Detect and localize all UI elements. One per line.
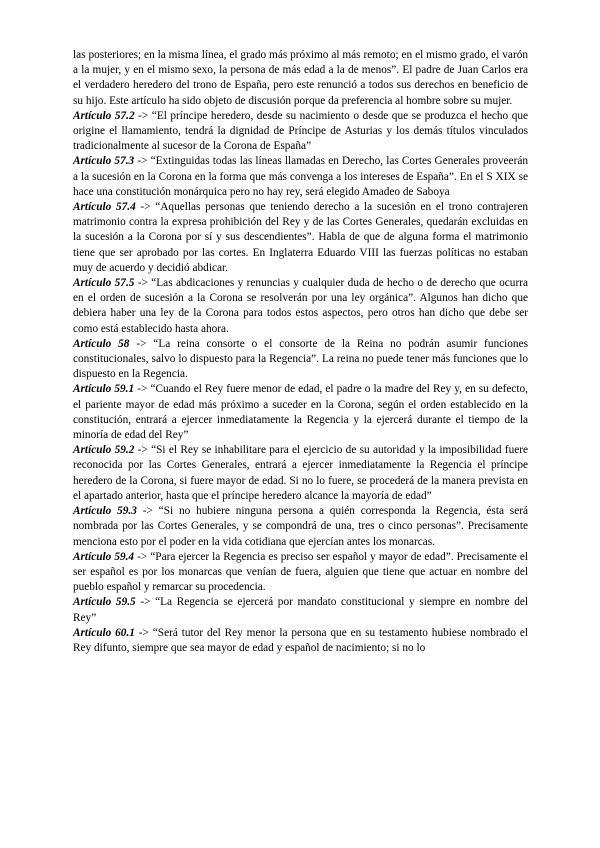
paragraph [73,337,528,383]
paragraph-text: -> “Si el Rey se inhabilitare para el ejercicio de su autoridad y la imposibilidad fuere reconocida por las Cortes Generales, entrará a ejercer inmediatamente la Regencia el príncipe heredero de la Corona, si fuere mayor de edad. Si no lo fuere, se procederá de la manera prevista en el apartado anterior, hasta que el príncipe heredero alcance la mayoría de edad” [73,444,529,502]
article-label: Artículo 59.5 [73,596,136,609]
paragraph [73,154,528,200]
paragraph-text: -> “Cuando el Rey fuere menor de edad, el padre o la madre del Rey y, en su defecto, el pariente mayor de edad más próximo a suceder en la Corona, según el orden establecido en la constitución, entrará a ejercer inmediatamente la Regencia y la ejercerá durante el tiempo de la minoría de edad del Rey” [73,383,529,442]
article-label: Artículo 57.4 [73,201,136,214]
paragraph [73,626,528,656]
paragraph-text: -> “Las abdicaciones y renuncias y cualquier duda de hecho o de derecho que ocurra en el orden de sucesión a la Corona se resolverán por una ley orgánica”. Algunos han dicho que debiera haber una ley de la Corona para todos estos aspectos, pero otros han dicho que debe ser como está establecido hasta ahora. [73,277,528,335]
paragraph [73,550,528,596]
article-label: Artículo 59.1 [73,383,135,396]
paragraph [73,595,528,625]
article-label: Artículo 58 [73,337,130,350]
article-label: Artículo 59.4 [73,550,135,563]
article-label: Artículo 59.2 [73,444,135,457]
paragraph-text: -> “Extinguidas todas las líneas llamadas en Derecho, las Cortes Generales proveerán a la sucesión en la Corona en la forma que más convenga a los intereses de España”. En el S XIX se hace una constitución monárquica pero no hay rey, será elegido Amadeo de Saboya [73,155,528,198]
article-label: Artículo 57.3 [73,155,135,168]
paragraph-text: -> “La reina consorte o el consorte de la Reina no podrán asumir funciones constitucionales, salvo lo dispuesto para la Regencia”. La reina no puede tener más funciones que lo dispuesto en la Regencia. [73,337,528,381]
paragraph-text: -> “Será tutor del Rey menor la persona que en su testamento hubiese nombrado el Rey difunto, siempre que sea mayor de edad y español de nacimiento; si no lo [73,626,528,654]
paragraph [73,443,528,504]
paragraph [73,382,528,443]
paragraph [73,504,528,550]
article-label: Artículo 57.2 [73,109,135,122]
paragraph-text: -> “Si no hubiere ninguna persona a quién corresponda la Regencia, ésta será nombrada por las Cortes Generales, y se compondrá de una, tres o cinco personas”. Precisamente menciona esto por el poder en la vida cotidiana que ejercían antes los monarcas. [73,505,528,548]
paragraph-text: -> “Aquellas personas que teniendo derecho a la sucesión en el trono contrajeren matrimonio contra la expresa prohibición del Rey y de las Cortes Generales, quedarán excluidas en la sucesión a la Corona por sí y sus descendientes”. Habla de que de alguna forma el matrimonio tiene que ser aprobado por las cortes. En Inglaterra Eduardo VIII las fuerzas políticas no estaban muy de acuerdo y decidió abdicar. [73,201,528,274]
paragraph-text: -> “La Regencia se ejercerá por mandato constitucional y siempre en nombre del Rey” [73,596,528,624]
article-label: Artículo 57.5 [73,277,135,290]
paragraph-text: -> “El príncipe heredero, desde su nacimiento o desde que se produzca el hecho que origine el llamamiento, tendrá la dignidad de Príncipe de Asturias y los demás títulos vinculados tradicionalmente al sucesor de la Corona de España” [73,109,529,153]
paragraph [73,276,528,337]
paragraph-text: las posteriores; en la misma línea, el grado más próximo al más remoto; en el mismo grado, el varón a la mujer, y en el mismo sexo, la persona de más edad a la de menos”. El padre de Juan Carlos era el verdadero heredero del trono de España, pero este renunció a todos sus derechos en beneficio de su hijo. Este artículo ha sido objeto de discusión porque da preferencia al hombre sobre su mujer. [73,49,528,107]
paragraph [73,48,528,109]
paragraph [73,200,528,276]
paragraph [73,109,528,155]
article-label: Artículo 59.3 [73,505,137,518]
paragraph-text: -> “Para ejercer la Regencia es preciso ser español y mayor de edad”. Precisamente el ser español es por los monarcas que venían de fuera, alguien que tiene que actuar en nombre del pueblo español y remarcar su procedencia. [73,550,528,594]
article-label: Artículo 60.1 [73,626,135,639]
